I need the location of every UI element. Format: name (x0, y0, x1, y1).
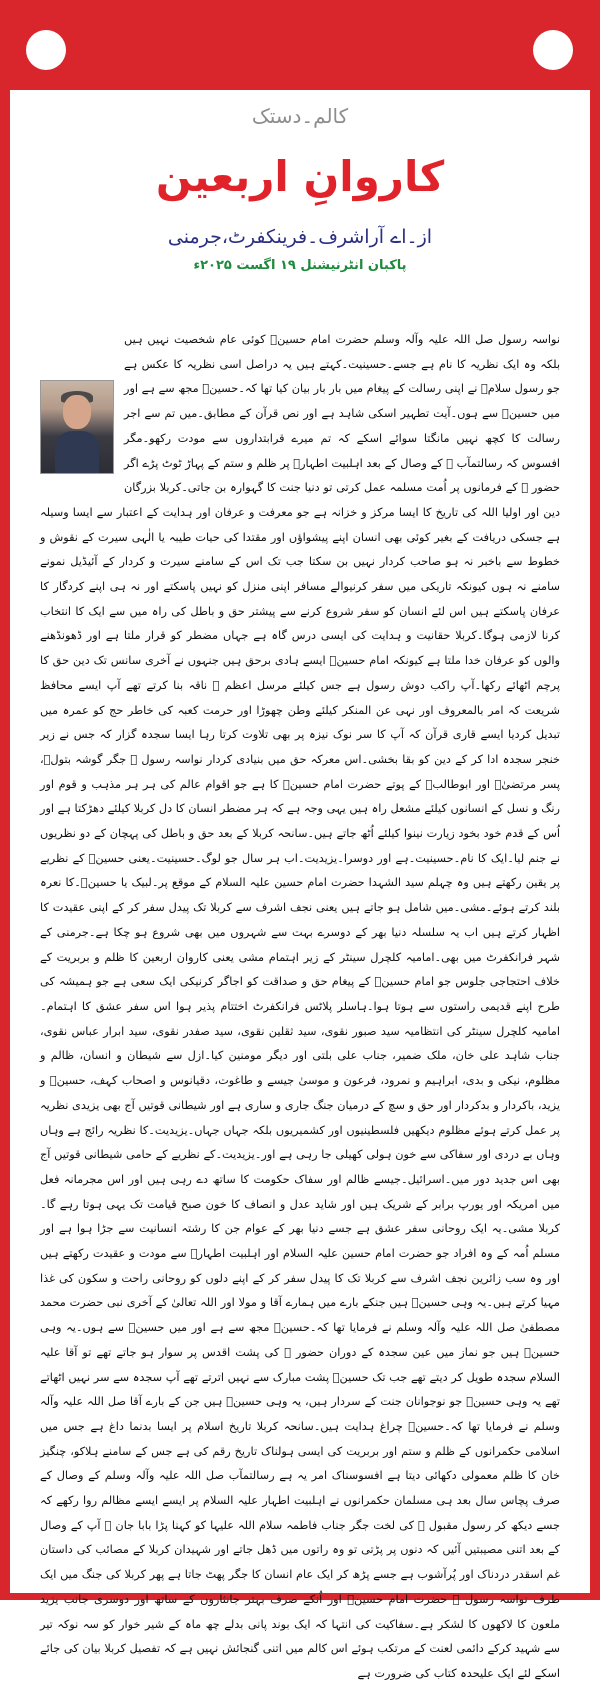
column-title: کاروانِ اربعین (155, 152, 445, 201)
publication-source: پاکبان انٹرنیشنل ۱۹ اگست ۲۰۲۵ء (193, 258, 407, 273)
article-text: نواسہ رسول صل اللہ علیہ وآلہ وسلم حضرت امام حسینؑ کوئی عام شخصیت نہیں ہیں بلکہ وہ ایک نظریہ کا نام ہے جسے۔حسینیت۔کہتے ہیں یہ دراصل اسی نظریہ کا عکس ہے جو رسول سلامؐ نے اپنی رسالت کے پیغام میں بار بار بیان کیا تھا کہ۔حسینؑ مجھ سے ہے اور میں حسینؑ سے ہوں۔آیت تطہیر اسکی شاہد ہے اور نص قرآن کے مطابق۔میں تم سے اجر رسالت کا کچھ نہیں مانگتا سوائے اسکے کہ تم میرے قرابتداروں سے مودت رکھو۔مگر افسوس کہ رسالتمآب ﷺ کے وصال کے بعد اہلبیت اطہارؑ پر ظلم و ستم کے پہاڑ ٹوٹ پڑے اگر حضور ﷺ کے فرمانوں پر اُمت مسلمہ عمل کرتی تو دنیا جنت کا گہوارہ بن جاتی۔کربلا بزرگان دین اور اولیا اللہ کی تاریخ کا ایسا مرکز و خزانہ ہے جو معرفت و عرفان اور ہدایت کے اعتبار سے ایسا وسیلہ ہے جسکی دریافت کے بغیر کوئی بھی انسان اپنے پیشواؤں اور مقتدا کی حیات طیبہ یا الٰہی سیرت کے نقوش و خطوط سے باخبر نہ ہو صاحب کردار نہیں بن سکتا جب تک اس کے سامنے سیرت و کردار کے آئیڈیل نمونے سامنے نہ ہوں کیونکہ تاریکی میں سفر کرنیوالے مسافر اپنی منزل کو نہیں پاسکتے اور نہ ہی اپنے کردگار کا عرفان پاسکتے ہیں اس لئے انسان کو سفر شروع کرنے سے پیشتر حق و باطل کی راہ میں سے ایک کا انتخاب کرنا لازمی ہوگا۔کربلا حقانیت و ہدایت کی ایسی درس گاہ ہے جہاں مضطر کو قرار ملتا ہے اور ڈھونڈھنے والوں کو عرفان خدا ملتا ہے کیونکہ امام حسینؑ ایسے ہادی برحق ہیں جنہوں نے آخری سانس تک دین حق کا پرچم اٹھائے رکھا۔آپ راکب دوش رسول ہے جس کیلئے مرسل اعظم ﷺ ناقہ بنا کرتے تھے آپ ایسے محافظ شریعت کہ امر بالمعروف اور نہی عن المنکر کیلئے وطن چھوڑا اور حرمت کعبہ کی خاطر حج کو عمرہ میں تبدیل کردیا ایسے قاری قرآن کہ آپ کا سر نوک نیزہ پر بھی تلاوت کرتا رہا ایسا سجدہ گزار کہ جس نے زیر خنجر سجدہ ادا کر کے دین کو بقا بخشی۔اس معرکہ حق میں بنیادی کردار نواسہ رسول ﷺ جگر گوشہ بتولؑ، پسر مرتضیٰؑ اور ابوطالبؑ کے پوتے حضرت امام حسینؑ کا ہے جو اقوام عالم کی ہر ہر مذہب و قوم اور رنگ و نسل کے انسانوں کیلئے مشعل راہ ہیں یہی وجہ ہے کہ ہر مضطر انسان کا دل کربلا کیلئے دھڑکتا ہے اور اُس کے قدم خود بخود زیارت نینوا کیلئے اُٹھ جاتے ہیں۔سانحہ کربلا کے بعد حق و باطل کی پہچان کے دو نظریوں نے جنم لیا۔ایک کا نام۔حسینیت۔ہے اور دوسرا۔یزیدیت۔اب ہر سال جو لوگ۔حسینیت۔یعنی حسینؑ کے نظریے پر یقین رکھتے ہیں وہ چہلم سید الشہدا حضرت امام حسین علیہ السلام کے موقع پر۔لبیک یا حسینؑ۔کا نعرہ بلند کرتے ہوئے۔مشی۔میں شامل ہو جاتے ہیں یعنی نجف اشرف سے کربلا تک پیدل سفر کر کے اپنی عقیدت کا اظہار کرتے ہیں اب یہ سلسلہ دنیا بھر کے دوسرے بہت سے شہروں میں بھی شروع ہو چکا ہے۔جرمنی کے شہر فرانکفرٹ میں بھی۔امامیہ کلچرل سینٹر کے زیر اہتمام مشی یعنی کاروان اربعین کا ظلم و بربریت کے خلاف احتجاجی جلوس جو امام حسینؑ کے پیغام حق و صداقت کو اجاگر کرنیکی ایک سعی ہے جو ہمیشہ کی طرح اپنے قدیمی راستوں سے ہوتا ہوا۔ہاسلر پلاٹس فرانکفرٹ اختتام پذیر ہوا اس سفر عشق کا اہتمام۔امامیہ کلچرل سینٹر کی انتظامیہ سید صبور نقوی، سید ثقلین نقوی، سید صفدر نقوی، سید ابرار عباس نقوی، جناب شاہد علی خان، ملک ضمیر، جناب علی بلتی اور دیگر مومنین کیا۔ازل سے شیطان و انسان، ظالم و مظلوم، نیکی و بدی، ابراہیم و نمرود، فرعون و موسیٰ جیسے و طاغوت، دقیانوس و اصحاب کہف، حسینؑ و یزید، باکردار و بدکردار اور حق و سچ کے درمیان جنگ جاری و ساری ہے اور شیطانی قوتیں آج بھی یزیدی نظریہ پر عمل کرتے ہوئے مظلوم دیکھیں فلسطینیوں اور کشمیریوں بلکہ جہاں جہاں۔یزیدیت۔کا نظریہ رائج ہے وہاں وہاں بے دردی اور سفاکی سے خون ہولی کھیلی جا رہی ہے اور۔یزیدیت۔کے نظریے کے حامی شیطانی قوتیں آج بھی اس جدید دور میں۔اسرائیل۔جیسے ظالم اور سفاک حکومت کا ساتھ دے رہی ہیں اور اس مجرمانہ فعل میں امریکہ اور یورپ برابر کے شریک ہیں اور شاید عدل و انصاف کا خون صبح قیامت تک یہی ہوتا رہے گا۔کربلا مشی۔یہ ایک روحانی سفر عشق ہے جسے دنیا بھر کے عوام جن کا رشتہ انسانیت سے جڑا ہوا ہے اور مسلم اُمہ کے وہ افراد جو حضرت امام حسین علیہ السلام اور اہلبیت اطہارؑ سے مودت و عقیدت رکھتے ہیں اور وہ سب زائرین نجف اشرف سے کربلا تک کا پیدل سفر کر کے اپنے دلوں کو روحانی راحت و سکون کی غذا مہیا کرتے ہیں۔یہ وہی حسینؑ ہیں جنکے بارے میں ہمارے آقا و مولا اور اللہ تعالیٰ کے آخری نبی حضرت محمد مصطفیٰ صل اللہ علیہ وآلہ وسلم نے فرمایا تھا کہ۔حسینؑ مجھ سے ہے اور میں حسینؑ سے ہوں۔یہ وہی حسینؑ ہیں جو نماز میں عین سجدہ کے دوران حضور ﷺ کی پشت اقدس پر سوار ہو جاتے تھے تو آقا علیہ السلام سجدہ طویل کر دیتے تھے جب تک حسینؑ پشت مبارک سے نہیں اترتے تھے آپ سجدہ سے سر نہیں اٹھاتے تھے یہ وہی حسینؑ جو نوجوانان جنت کے سردار ہیں، یہ وہی حسینؑ ہیں جن کے بارے آقا صل اللہ علیہ وآلہ وسلم نے فرمایا تھا کہ۔حسینؑ چراغ ہدایت ہیں۔سانحہ کربلا تاریخ اسلام پر ایسا بدنما داغ ہے جس میں اسلامی حکمرانوں کے ظلم و ستم اور بربریت کی ایسی ہولناک تاریخ رقم کی ہے جس کے سامنے ہلاکو، چنگیز خان کا ظلم معمولی دکھائی دیتا ہے افسوسناک امر یہ ہے رسالتمآب صل اللہ علیہ وآلہ وسلم کے وصال کے صرف پچاس سال بعد ہی مسلمان حکمرانوں نے اہلبیت اطہار علیہ السلام پر ایسے ایسے مظالم روا رکھے کہ جسے دیکھ کر رسول مقبول ﷺ کی لخت جگر جناب فاطمہ سلام اللہ علیہا کو کہنا پڑا بابا جان ﷺ آپ کے وصال کے بعد اتنی مصیبتیں آئیں کہ دنوں پر پڑتی تو وہ راتوں میں ڈھل جاتے اور شہیدان کربلا کے مصائب کی داستان غم اسقدر دردناک اور پُرآشوب ہے جسے پڑھ کر ایک عام انسان کا جگر پھٹ جاتا ہے پھر کربلا کی جنگ میں ایک طرف نواسہ رسول ﷺ حضرت امام حسینؑ اور اُنکے صرف بہتر جانثاروں کے ساتھ اور دوسری جانب یزید ملعون کا لاکھوں کا لشکر ہے۔سفاکیت کی انتہا کہ ایک بوند پانی بدلے چھ ماہ کے شیر خوار کو سہ نوکہ تیر سے شہید کرکے دائمی لعنت کے مرتکب ہوئے اس کالم میں اتنی گنجائش نہیں ہے کہ تفصیل کربلا بیان کی جائے اسکے لئے ایک علیحدہ کتاب کی ضرورت ہے (40, 333, 560, 1680)
binding-hole-right (533, 30, 573, 70)
author-line: از۔اے آراشرف۔فرینکفرٹ،جرمنی (167, 226, 433, 248)
portrait-face (63, 395, 91, 429)
column-kicker: کالم۔دستک (251, 104, 349, 128)
article-body (40, 328, 560, 1680)
column-page (10, 90, 590, 1680)
portrait-shirt (55, 431, 99, 473)
author-portrait-photo (40, 380, 114, 474)
binding-hole-left (26, 30, 66, 70)
